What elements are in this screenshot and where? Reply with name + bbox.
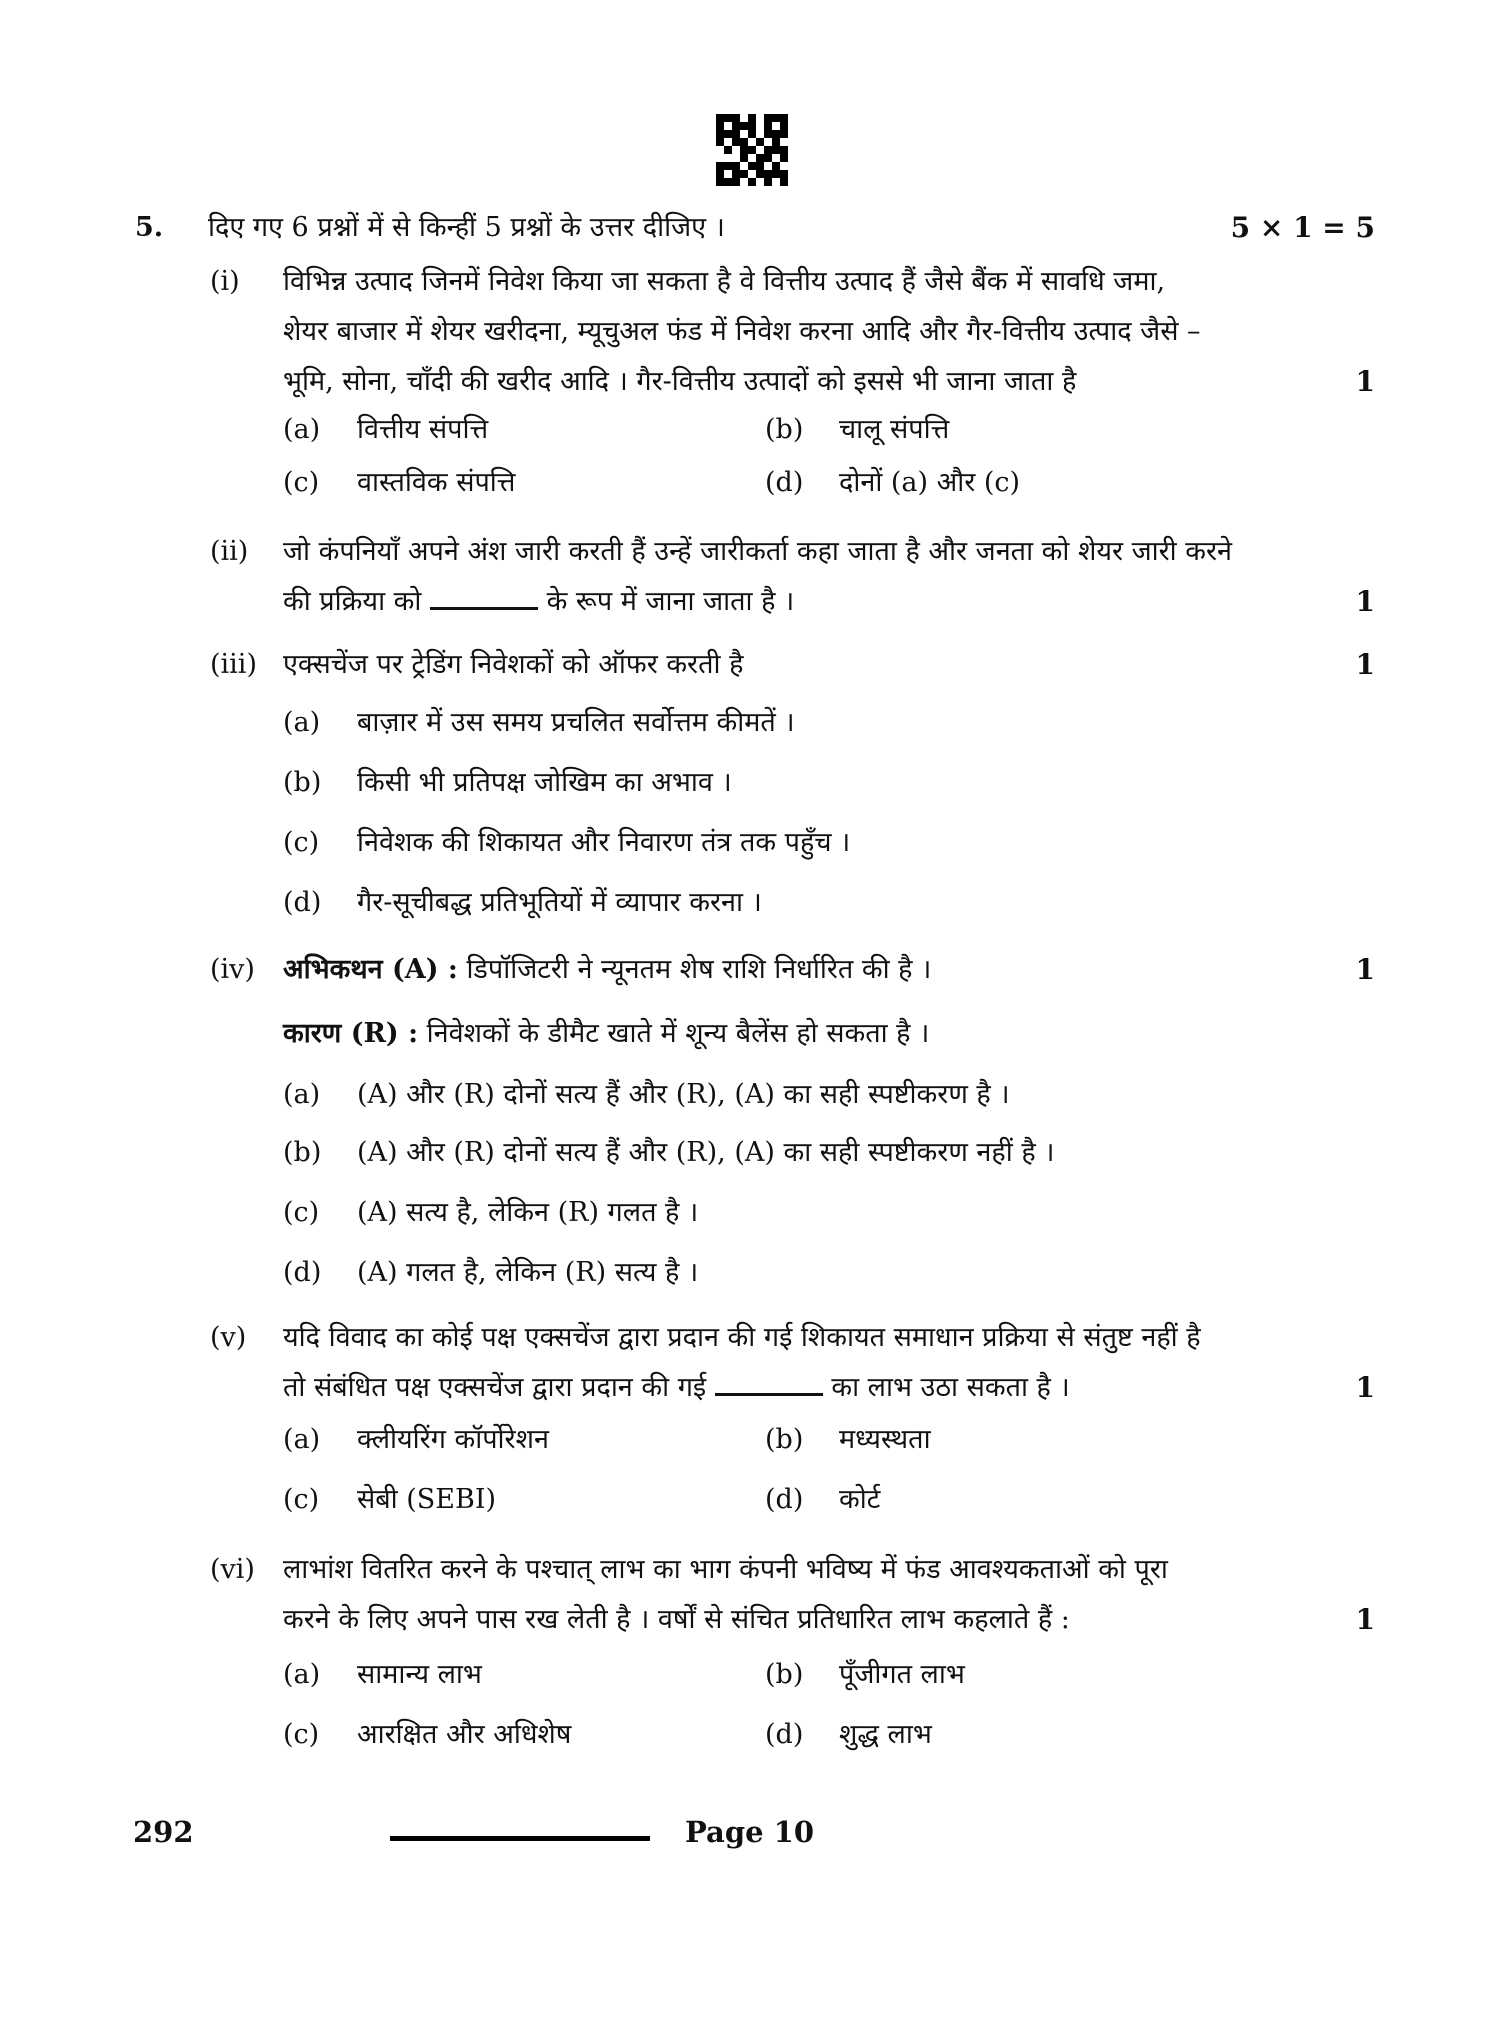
footer-divider (390, 1836, 650, 1841)
fill-in-blank (430, 583, 538, 610)
option-label: (c) (283, 827, 320, 858)
option-text: कोर्ट (839, 1484, 881, 1515)
page-number: Page 10 (685, 1815, 814, 1849)
option-text: (A) और (R) दोनों सत्य हैं और (R), (A) का सही स्पष्टीकरण है । (357, 1079, 1010, 1110)
option-text: किसी भी प्रतिपक्ष जोखिम का अभाव । (357, 767, 732, 798)
option-label: (c) (283, 1484, 320, 1515)
option-text: आरक्षित और अधिशेष (357, 1719, 572, 1750)
option-label: (b) (765, 1659, 804, 1690)
question-text: के रूप में जाना जाता है । (546, 586, 795, 617)
option-c[interactable] (283, 1193, 698, 1233)
option-b[interactable] (765, 410, 949, 450)
option-label: (b) (283, 1137, 322, 1168)
question-line: एक्सचेंज पर ट्रेडिंग निवेशकों को ऑफर करती है (283, 649, 744, 680)
subquestion-ii (210, 527, 1375, 627)
question-line: करने के लिए अपने पास रख लेती है । वर्षों से संचित प्रतिधारित लाभ कहलाते हैं : (283, 1604, 1070, 1635)
option-text: निवेशक की शिकायत और निवारण तंत्र तक पहुँच । (357, 827, 851, 858)
option-label: (d) (765, 1719, 804, 1750)
reason (283, 1009, 1283, 1059)
option-b[interactable] (765, 1420, 931, 1460)
subquestion-number: (vi) (210, 1554, 255, 1585)
question-instruction: दिए गए 6 प्रश्नों में से किन्हीं 5 प्रश्नों के उत्तर दीजिए । (208, 212, 725, 243)
qr-code-icon (716, 114, 788, 186)
question-header (135, 210, 1375, 246)
subquestion-number: (iv) (210, 954, 255, 985)
option-label: (a) (283, 707, 321, 738)
option-label: (b) (765, 1424, 804, 1455)
option-a[interactable] (283, 410, 488, 450)
page-footer (133, 1815, 833, 1855)
option-label: (a) (283, 1659, 321, 1690)
mark: 1 (1355, 1371, 1375, 1404)
option-c[interactable] (283, 1480, 496, 1520)
option-text: वास्तविक संपत्ति (357, 467, 516, 498)
option-text: क्लीयरिंग कॉर्पोरेशन (357, 1424, 549, 1455)
subquestion-i (210, 257, 1375, 407)
mark: 1 (1355, 1603, 1375, 1636)
option-label: (c) (283, 1197, 320, 1228)
marks-total: 5 × 1 = 5 (1230, 211, 1375, 244)
question-line: शेयर बाजार में शेयर खरीदना, म्यूचुअल फंड में निवेश करना आदि और गैर-वित्तीय उत्पाद जैसे – (283, 316, 1201, 347)
question-line: भूमि, सोना, चाँदी की खरीद आदि । गैर-वित्तीय उत्पादों को इससे भी जाना जाता है (283, 366, 1077, 397)
option-label: (b) (765, 414, 804, 445)
option-label: (b) (283, 767, 322, 798)
option-d[interactable] (283, 1253, 698, 1293)
option-text: चालू संपत्ति (839, 414, 950, 445)
option-text: मध्यस्थता (839, 1424, 931, 1455)
question-line (283, 577, 1283, 627)
option-b[interactable] (283, 763, 732, 803)
option-a[interactable] (283, 703, 795, 743)
option-text: बाज़ार में उस समय प्रचलित सर्वोत्तम कीमतें । (357, 707, 795, 738)
option-text: सेबी (SEBI) (357, 1484, 497, 1515)
option-c[interactable] (283, 823, 850, 863)
subquestion-v (210, 1313, 1375, 1413)
subquestion-number: (v) (210, 1322, 247, 1353)
question-text: की प्रक्रिया को (283, 586, 422, 617)
paper-code: 292 (133, 1815, 194, 1849)
subquestion-number: (i) (210, 266, 240, 297)
mark: 1 (1355, 365, 1375, 398)
question-text: का लाभ उठा सकता है । (831, 1372, 1070, 1403)
option-text: (A) और (R) दोनों सत्य हैं और (R), (A) का सही स्पष्टीकरण नहीं है । (357, 1137, 1055, 1168)
question-line: लाभांश वितरित करने के पश्चात् लाभ का भाग कंपनी भविष्य में फंड आवश्यकताओं को पूरा (283, 1554, 1168, 1585)
option-label: (d) (283, 1257, 322, 1288)
option-c[interactable] (283, 463, 515, 503)
option-text: गैर-सूचीबद्ध प्रतिभूतियों में व्यापार करना । (357, 887, 762, 918)
option-text: शुद्ध लाभ (839, 1719, 932, 1750)
option-a[interactable] (283, 1655, 482, 1695)
subquestion-number: (ii) (210, 536, 249, 567)
mark: 1 (1355, 585, 1375, 618)
question-line: जो कंपनियाँ अपने अंश जारी करती हैं उन्हें जारीकर्ता कहा जाता है और जनता को शेयर जारी करने (283, 536, 1233, 567)
assertion (283, 945, 1283, 995)
option-text: दोनों (a) और (c) (839, 467, 1021, 498)
question-line: यदि विवाद का कोई पक्ष एक्सचेंज द्वारा प्रदान की गई शिकायत समाधान प्रक्रिया से संतुष्ट नहीं है (283, 1322, 1201, 1353)
option-d[interactable] (765, 1715, 932, 1755)
subquestion-iv (210, 945, 1375, 1059)
subquestion-number: (iii) (210, 649, 257, 680)
option-b[interactable] (765, 1655, 965, 1695)
option-b[interactable] (283, 1133, 1054, 1173)
option-d[interactable] (765, 463, 1020, 503)
fill-in-blank (715, 1369, 823, 1396)
option-label: (c) (283, 467, 320, 498)
option-label: (a) (283, 414, 321, 445)
assertion-label: अभिकथन (A) : (283, 954, 458, 985)
option-text: सामान्य लाभ (357, 1659, 482, 1690)
option-label: (a) (283, 1424, 321, 1455)
option-label: (d) (765, 1484, 804, 1515)
reason-label: कारण (R) : (283, 1018, 419, 1049)
mark: 1 (1355, 648, 1375, 681)
option-label: (a) (283, 1079, 321, 1110)
question-text: तो संबंधित पक्ष एक्सचेंज द्वारा प्रदान की गई (283, 1372, 707, 1403)
assertion-text: डिपॉजिटरी ने न्यूनतम शेष राशि निर्धारित की है । (466, 954, 932, 985)
option-text: (A) सत्य है, लेकिन (R) गलत है । (357, 1197, 699, 1228)
reason-text: निवेशकों के डीमैट खाते में शून्य बैलेंस हो सकता है । (426, 1018, 930, 1049)
option-text: वित्तीय संपत्ति (357, 414, 489, 445)
subquestion-vi (210, 1545, 1375, 1645)
option-d[interactable] (283, 883, 762, 923)
option-label: (d) (283, 887, 322, 918)
option-label: (d) (765, 467, 804, 498)
option-a[interactable] (283, 1075, 1010, 1115)
question-number: 5. (135, 212, 164, 243)
option-a[interactable] (283, 1420, 549, 1460)
question-line: विभिन्न उत्पाद जिनमें निवेश किया जा सकता है वे वित्तीय उत्पाद हैं जैसे बैंक में सावधि जमा, (283, 266, 1166, 297)
question-line (283, 1363, 1283, 1413)
mark: 1 (1355, 953, 1375, 986)
option-text: (A) गलत है, लेकिन (R) सत्य है । (357, 1257, 699, 1288)
option-d[interactable] (765, 1480, 880, 1520)
subquestion-iii (210, 640, 1375, 690)
option-text: पूँजीगत लाभ (839, 1659, 965, 1690)
option-label: (c) (283, 1719, 320, 1750)
option-c[interactable] (283, 1715, 571, 1755)
